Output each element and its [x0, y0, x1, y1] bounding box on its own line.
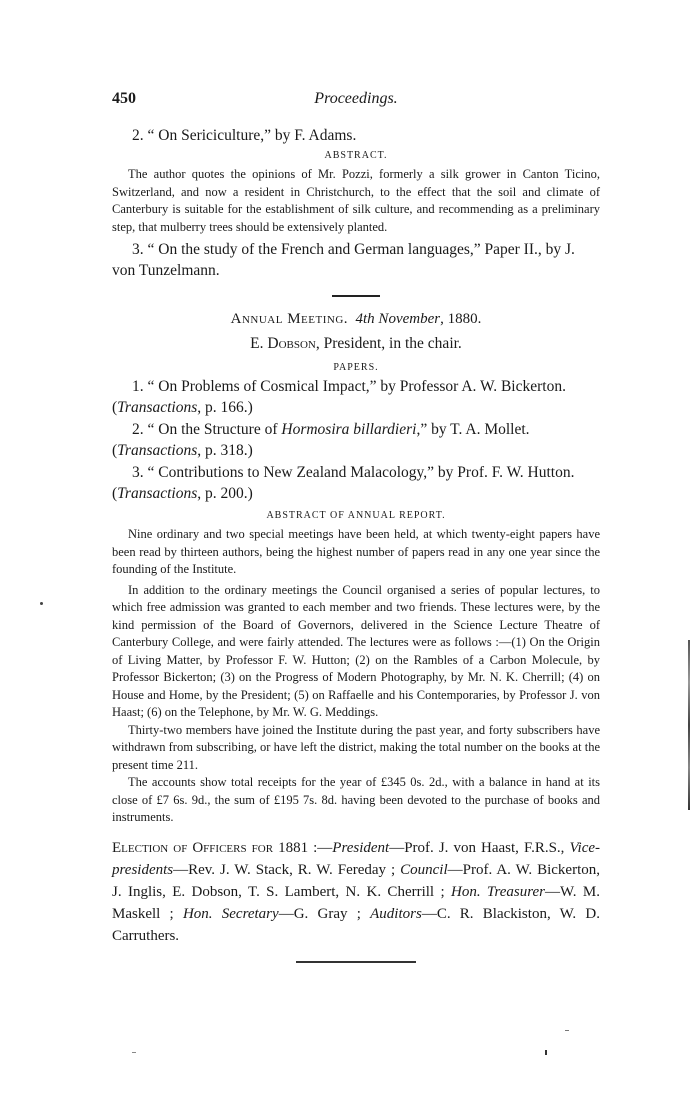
page-ref: , p. 166.)	[197, 399, 253, 416]
president-value: —Prof. J. von Haast, F.R.S.,	[389, 839, 570, 856]
page-body	[112, 125, 600, 963]
treasurer-label: Hon. Treasurer	[450, 883, 545, 900]
report-paragraph: Nine ordinary and two special meetings have been held, at which twenty-eight papers have been read by thirteen authors, being the highest number of papers read in any one year since the founding of the Institute.	[112, 527, 600, 576]
president-label: President	[332, 839, 390, 856]
meeting-date: 4th November	[355, 311, 441, 327]
scan-speck	[545, 1050, 547, 1055]
abstract-heading: ABSTRACT.	[324, 150, 388, 161]
meeting-heading	[112, 311, 600, 328]
secretary-label: Hon. Secretary	[182, 905, 279, 922]
page-number: 450	[112, 90, 136, 107]
scan-speck	[132, 1052, 136, 1053]
meeting-year: , 1880.	[440, 311, 482, 327]
paper-sericiculture: 2. “ On Sericiculture,” by F. Adams.	[132, 127, 357, 144]
annual-report-heading: ABSTRACT OF ANNUAL REPORT.	[266, 510, 446, 521]
report-paragraph: The accounts show total receipts for the year of £345 0s. 2d., with a balance in hand at its close of £7 6s. 9d., the sum of £195 7s. 8d. having been devoted to the purchase of books and instruments.	[112, 775, 600, 824]
papers-heading: PAPERS.	[333, 362, 379, 373]
secretary-value: —G. Gray ;	[278, 905, 371, 922]
paper-author: ,” by T. A. Mollet. (	[112, 421, 530, 459]
page-header	[112, 90, 600, 112]
council-label: Council	[400, 861, 448, 878]
scan-margin-mark	[40, 602, 43, 605]
page-ref: , p. 200.)	[197, 485, 253, 502]
treasurer-value: —W. M. Maskell ;	[112, 883, 600, 922]
closing-rule	[296, 961, 416, 963]
auditors-label: Auditors	[370, 905, 422, 922]
paper-text: 3. “ Contributions to New Zealand Malacology,” by Prof. F. W. Hutton. (	[112, 464, 575, 502]
vp-value: —Rev. J. W. Stack, R. W. Fereday ;	[173, 861, 401, 878]
election-of-officers	[112, 837, 600, 947]
paper-languages: 3. “ On the study of the French and German languages,” Paper II., by J. von Tunzelmann.	[112, 241, 575, 279]
council-value: —Prof. A. W. Bickerton, J. Inglis, E. Dobson, T. S. Lambert, N. K. Cherrill ;	[112, 861, 600, 900]
report-paragraph: In addition to the ordinary meetings the Council organised a series of popular lectures, to which free admission was granted to each member and two friends. These lectures were, by the kind permission of the Board of Governors, delivered in the Science Lecture Theatre of Canterbury College, and were fairly attended. The lectures were as follows :—(1) On the Origin of Living Matter, by Professor F. W. Hutton; (2) on the Rambles of a Carbon Molecule, by Professor Bickerton; (3) on the Progress of Modern Photography, by Mr. N. K. Cherrill; (4) on House and Home, by the President; (5) on Raffaelle and his Contemporaries, by Professor J. von Haast; (6) on the Telephone, by Mr. W. G. Meddings.	[112, 582, 600, 719]
vp-label: Vice-presidents	[112, 839, 601, 878]
paper-hormosira	[112, 419, 600, 461]
chair-line	[112, 335, 600, 353]
auditors-value: —C. R. Blackiston, W. D. Carruthers.	[112, 905, 600, 944]
report-paragraph: Thirty-two members have joined the Institute during the past year, and forty subscribers have withdrawn from subscribing, or have left the district, making the total number on the books at the present time 211.	[112, 722, 600, 772]
section-divider	[332, 295, 380, 297]
paper-cosmical-impact	[112, 376, 600, 418]
chair-rest: , President, in the chair.	[315, 335, 462, 352]
species-name: Hormosira billardieri	[281, 421, 417, 438]
page-ref: , p. 318.)	[197, 442, 253, 459]
election-heading: Election of Officers for 1881 :—	[112, 839, 333, 856]
transactions-ref: Transactions	[117, 399, 198, 416]
paper-malacology	[112, 462, 600, 504]
scan-speck	[565, 1030, 569, 1031]
scan-edge-mark	[688, 640, 690, 810]
chair-name: E. Dobson	[250, 335, 316, 352]
transactions-ref: Transactions	[117, 442, 198, 459]
paper-text: 1. “ On Problems of Cosmical Impact,” by Professor A. W. Bickerton. (	[112, 378, 566, 416]
abstract-text: The author quotes the opinions of Mr. Pozzi, formerly a silk grower in Canton Ticino, Switzerland, and now a resident in Christchurch, to the effect that the soil and climate of Canterbury is suitable for the establishment of silk culture, and recommending as a preliminary step, that mulberry trees should be extensively planted.	[112, 167, 600, 234]
transactions-ref: Transactions	[117, 485, 198, 502]
paper-text: 2. “ On the Structure of	[132, 421, 282, 438]
running-title: Proceedings.	[314, 90, 398, 107]
meeting-name: Annual Meeting.	[230, 311, 349, 327]
